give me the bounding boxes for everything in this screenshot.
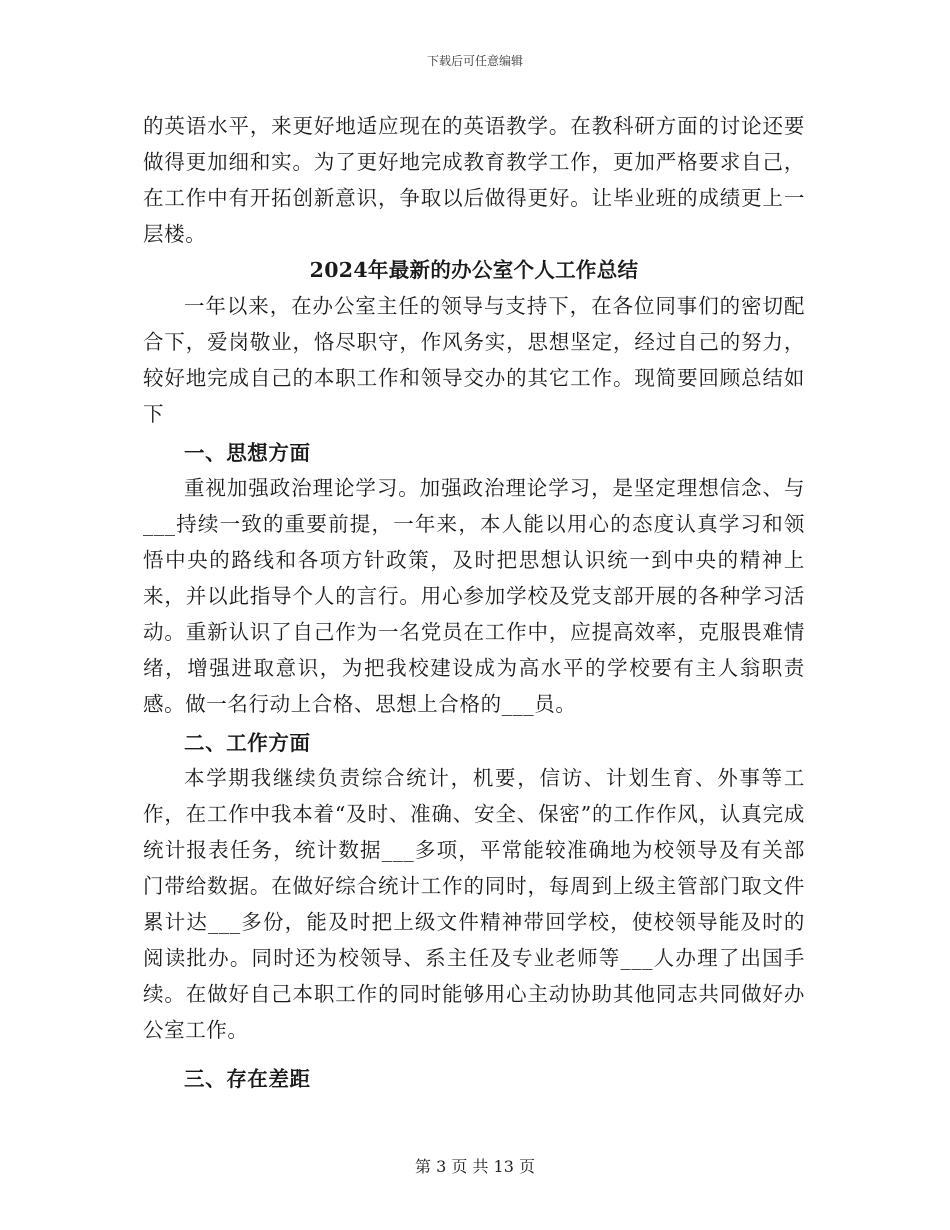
section-heading-gaps: 三、存在差距	[184, 1067, 311, 1091]
section-body-thought: 重视加强政治理论学习。加强政治理论学习，是坚定理想信念、与___持续一致的重要前提，一年来，本人能以用心的态度认真学习和领悟中央的路线和各项方针政策，及时把思想认识统一到中央的精神上来，并以此指导个人的言行。用心参加学校及党支部开展的各种学习活动。重新认识了自己作为一名党员在工作中，应提高效率，克服畏难情绪，增强进取意识，为把我校建设成为高水平的学校要有主人翁职责感。做一名行动上合格、思想上合格的___员。	[143, 476, 805, 716]
page-header-note: 下载后可任意编辑	[426, 54, 523, 68]
document-title: 2024年最新的办公室个人工作总结	[309, 258, 639, 282]
opening-paragraph: 一年以来，在办公室主任的领导与支持下，在各位同事们的密切配合下，爱岗敬业，恪尽职守，作风务实，思想坚定，经过自己的努力，较好地完成自己的本职工作和领导交办的其它工作。现简要回顾总结如下	[143, 294, 805, 426]
section-heading-work: 二、工作方面	[184, 731, 311, 755]
intro-paragraph: 的英语水平，来更好地适应现在的英语教学。在教科研方面的讨论还要做得更加细和实。为了更好地完成教育教学工作，更加严格要求自己，在工作中有开拓创新意识，争取以后做得更好。让毕业班的成绩更上一层楼。	[143, 114, 805, 246]
document-body	[143, 108, 805, 1096]
section-heading-thought: 一、思想方面	[184, 441, 311, 465]
page-number-footer: 第 3 页 共 13 页	[415, 1157, 535, 1176]
section-body-work: 本学期我继续负责综合统计，机要，信访、计划生育、外事等工作，在工作中我本着“及时、准确、安全、保密”的工作作风，认真完成统计报表任务，统计数据___多项，平常能较准确地为校领导及有关部门带给数据。在做好综合统计工作的同时，每周到上级主管部门取文件累计达___多份，能及时把上级文件精神带回学校，使校领导能及时的阅读批办。同时还为校领导、系主任及专业老师等___人办理了出国手续。在做好自己本职工作的同时能够用心主动协助其他同志共同做好办公室工作。	[143, 766, 805, 1042]
